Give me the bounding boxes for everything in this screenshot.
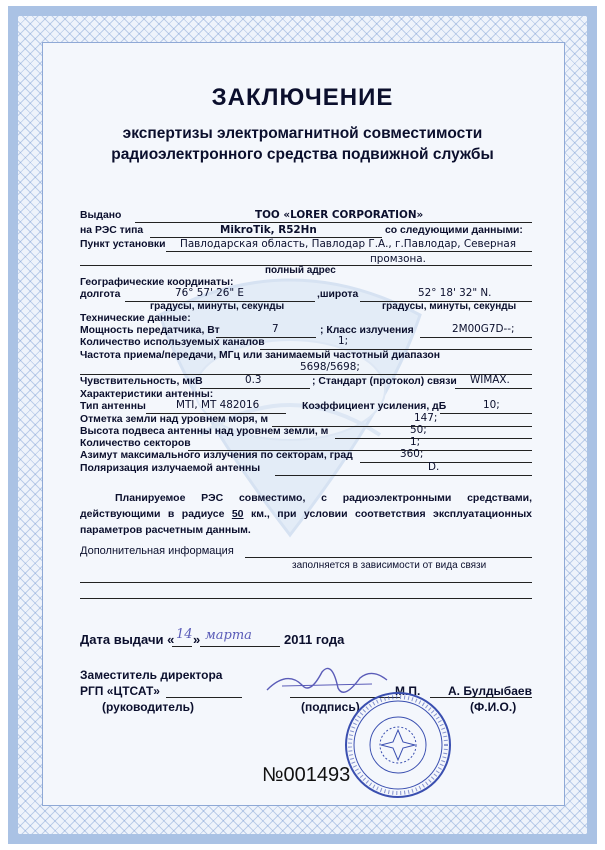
antenna-type-label: Тип антенны xyxy=(80,401,146,412)
sensitivity-label: Чувствительность, мкВ xyxy=(80,376,203,387)
emission-line xyxy=(420,337,532,338)
freq-label: Частота приема/передачи, МГц или занимаемый частотный диапазон xyxy=(80,350,440,361)
subtitle-line-2: радиоэлектронного средства подвижной службы xyxy=(111,146,494,163)
polarization-line xyxy=(275,475,532,476)
subtitle-line-1: экспертизы электромагнитной совместимости xyxy=(122,125,483,142)
paragraph-part1: Планируемое РЭС совместимо, с радиоэлектронными средствами, действующими в радиусе xyxy=(80,492,532,520)
official-stamp xyxy=(343,690,453,800)
additional-line-2 xyxy=(80,582,532,583)
signer-position-1: Заместитель директора xyxy=(80,668,223,682)
additional-line-3 xyxy=(80,598,532,599)
height-value: 50; xyxy=(410,424,427,436)
issue-day-line xyxy=(172,646,192,647)
res-type-value: MikroTik, R52Hn xyxy=(220,224,317,236)
full-address-caption: полный адрес xyxy=(265,265,336,276)
issued-to-value: ТОО «LORER CORPORATION» xyxy=(255,209,424,221)
issue-date-day: 14 xyxy=(176,627,193,642)
channels-label: Количество используемых каналов xyxy=(80,337,265,348)
serial-number: №001493 xyxy=(262,764,351,786)
latitude-value: 52° 18' 32" N. xyxy=(418,287,492,299)
polarization-value: D. xyxy=(428,461,440,473)
document-title: ЗАКЛЮЧЕНИЕ xyxy=(211,84,394,111)
standard-value: WIMAX. xyxy=(470,374,510,386)
ground-label: Отметка земли над уровнем моря, м xyxy=(80,414,269,425)
standard-line xyxy=(455,388,532,389)
ground-value: 147; xyxy=(414,412,438,424)
issue-date-year: 2011 года xyxy=(284,632,345,647)
res-type-label: на РЭС типа xyxy=(80,225,144,236)
power-value: 7 xyxy=(272,323,279,335)
install-value-1: Павлодарская область, Павлодар Г.А., г.Павлодар, Северная xyxy=(180,238,517,250)
channels-value: 1; xyxy=(338,335,349,347)
issue-date-label: Дата выдачи « xyxy=(80,632,175,647)
fio-caption: (Ф.И.О.) xyxy=(470,700,517,714)
dms-caption-latitude: градусы, минуты, секунды xyxy=(382,301,517,312)
latitude-label: ,широта xyxy=(317,289,359,300)
paragraph-radius: 50 xyxy=(231,508,244,520)
sectors-label: Количество секторов xyxy=(80,438,191,449)
gain-label: Коэффициент усиления, дБ xyxy=(302,401,447,412)
antenna-type-value: MTI, MT 482016 xyxy=(176,399,260,411)
install-value-2: промзона. xyxy=(370,253,426,265)
geo-label: Географические координаты: xyxy=(80,277,234,288)
longitude-value: 76° 57' 26" E xyxy=(175,287,244,299)
compatibility-paragraph xyxy=(80,490,532,538)
additional-line-1 xyxy=(245,557,532,558)
sensitivity-line xyxy=(200,388,310,389)
height-label: Высота подвеса антенны над уровнем земли, м xyxy=(80,426,329,437)
longitude-label: долгота xyxy=(80,289,121,300)
gain-line xyxy=(440,413,532,414)
install-label: Пункт установки xyxy=(80,239,166,250)
height-line xyxy=(335,438,532,439)
issued-to-line xyxy=(135,222,532,223)
freq-line xyxy=(80,374,532,375)
azimuth-label: Азимут максимального излучения по секторам, град xyxy=(80,450,353,461)
issue-date-month: марта xyxy=(205,628,252,643)
power-label: Мощность передатчика, Вт xyxy=(80,325,220,336)
antenna-label: Характеристики антенны: xyxy=(80,389,214,400)
standard-label: ; Стандарт (протокол) связи xyxy=(312,376,457,387)
install-line-1 xyxy=(166,251,532,252)
paragraph-part2: км., при условии соответствия эксплуатационных параметров расчетным данным. xyxy=(80,508,532,536)
issued-to-label: Выдано xyxy=(80,210,122,221)
res-type-suffix: со следующими данными: xyxy=(385,225,523,236)
signer-name: А. Булдыбаев xyxy=(448,684,532,698)
emission-label: ; Класс излучения xyxy=(320,325,414,336)
azimuth-value: 360; xyxy=(400,448,424,460)
gain-value: 10; xyxy=(483,399,500,411)
sensitivity-value: 0.3 xyxy=(245,374,262,386)
role-caption: (руководитель) xyxy=(102,700,194,714)
signer-line xyxy=(166,697,242,698)
issue-month-line xyxy=(200,646,280,647)
azimuth-line xyxy=(360,462,532,463)
emission-value: 2M00G7D--; xyxy=(452,323,515,335)
dms-caption-longitude: градусы, минуты, секунды xyxy=(150,301,285,312)
additional-caption: заполняется в зависимости от вида связи xyxy=(292,560,487,571)
freq-value: 5698/5698; xyxy=(300,361,360,373)
stamp-place: М.П. xyxy=(395,684,421,698)
issue-date-middle: » xyxy=(193,632,201,647)
polarization-label: Поляризация излучаемой антенны xyxy=(80,463,261,474)
additional-label: Дополнительная информация xyxy=(80,545,234,557)
tech-label: Технические данные: xyxy=(80,313,191,324)
sectors-value: 1; xyxy=(410,436,421,448)
signer-position-2: РГП «ЦТСАТ» xyxy=(80,684,160,698)
sign-caption: (подпись) xyxy=(301,700,360,714)
